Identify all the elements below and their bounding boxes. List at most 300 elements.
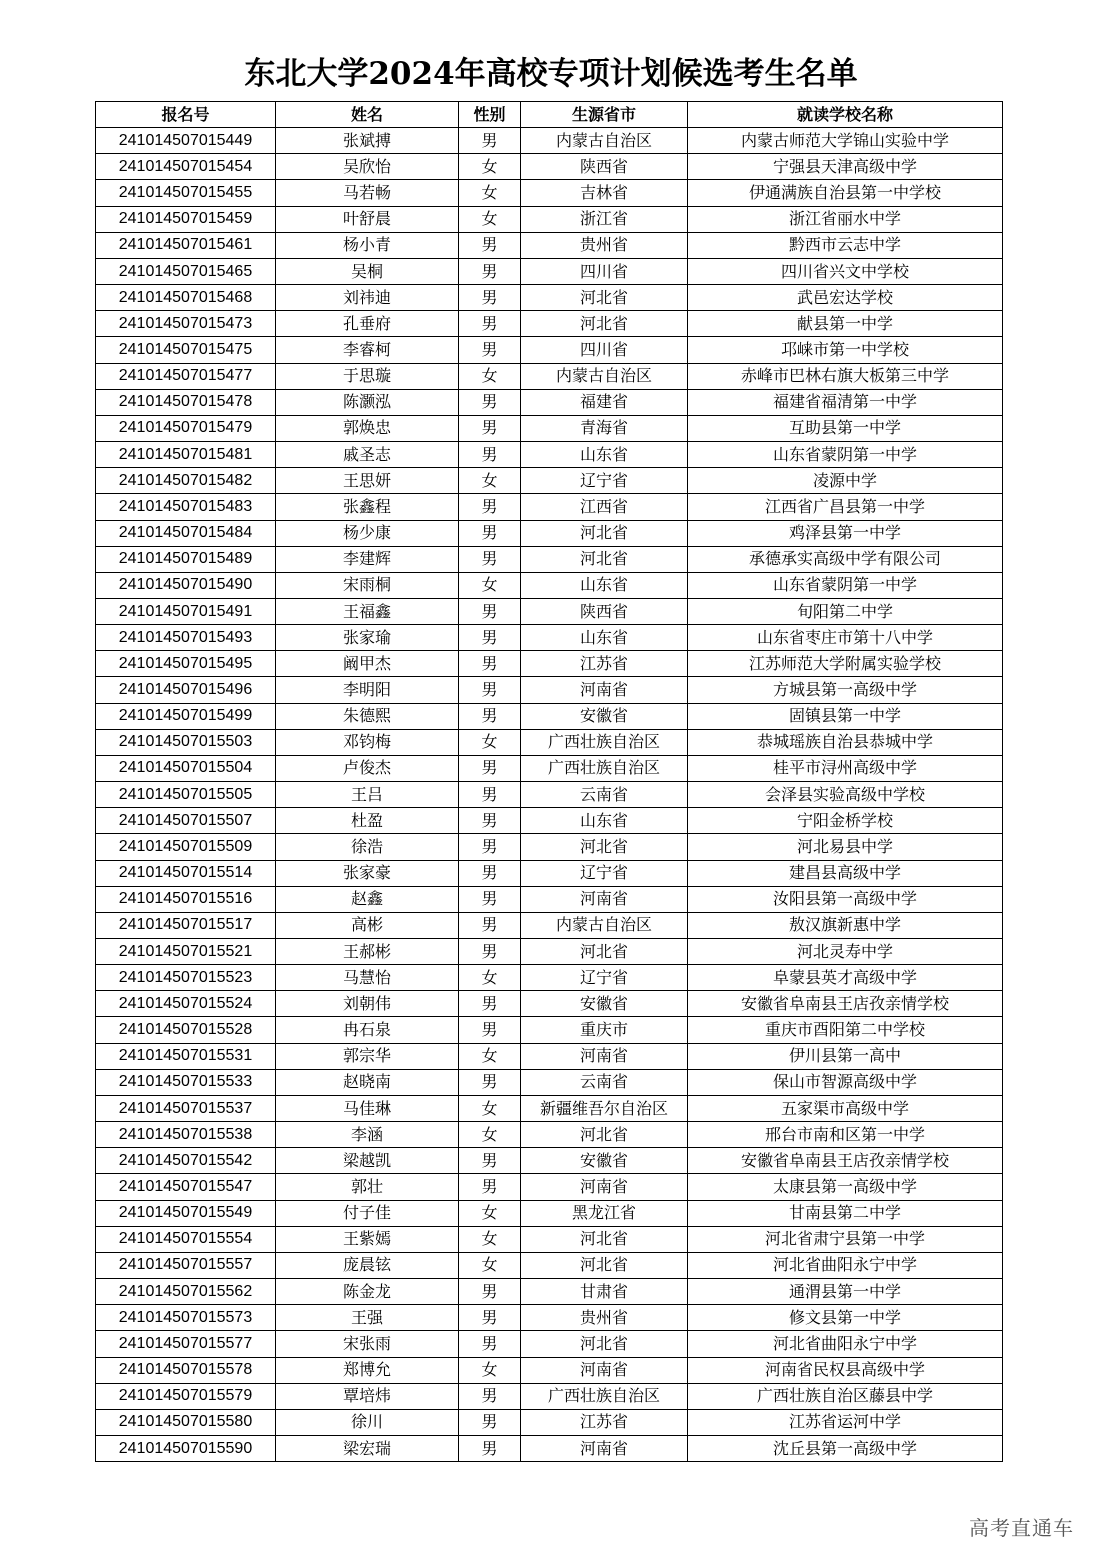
cell-province: 内蒙古自治区: [521, 912, 688, 938]
cell-province: 福建省: [521, 389, 688, 415]
cell-gender: 男: [459, 546, 521, 572]
cell-province: 河南省: [521, 886, 688, 912]
cell-gender: 女: [459, 206, 521, 232]
cell-gender: 男: [459, 598, 521, 624]
table-row: [96, 389, 1003, 415]
cell-school: 河北易县中学: [688, 834, 1003, 860]
table-row: [96, 311, 1003, 337]
cell-name: 高彬: [276, 912, 459, 938]
table-row: [96, 651, 1003, 677]
cell-school: 福建省福清第一中学: [688, 389, 1003, 415]
cell-school: 河南省民权县高级中学: [688, 1357, 1003, 1383]
cell-province: 安徽省: [521, 703, 688, 729]
table-row: [96, 546, 1003, 572]
table-row: [96, 1383, 1003, 1409]
cell-id: 241014507015482: [96, 468, 276, 494]
cell-province: 甘肃省: [521, 1279, 688, 1305]
cell-id: 241014507015517: [96, 912, 276, 938]
cell-province: 河北省: [521, 546, 688, 572]
cell-id: 241014507015531: [96, 1043, 276, 1069]
cell-province: 山东省: [521, 442, 688, 468]
cell-id: 241014507015484: [96, 520, 276, 546]
cell-id: 241014507015478: [96, 389, 276, 415]
cell-province: 河北省: [521, 1252, 688, 1278]
page-title: 东北大学2024年高校专项计划候选考生名单: [244, 56, 858, 92]
cell-province: 广西壮族自治区: [521, 1383, 688, 1409]
cell-province: 内蒙古自治区: [521, 363, 688, 389]
cell-province: 河南省: [521, 1435, 688, 1461]
cell-id: 241014507015516: [96, 886, 276, 912]
cell-id: 241014507015483: [96, 494, 276, 520]
cell-gender: 女: [459, 1043, 521, 1069]
cell-school: 恭城瑶族自治县恭城中学: [688, 729, 1003, 755]
cell-name: 戚圣志: [276, 442, 459, 468]
cell-school: 伊川县第一高中: [688, 1043, 1003, 1069]
cell-gender: 女: [459, 1226, 521, 1252]
cell-name: 王郝彬: [276, 939, 459, 965]
table-row: [96, 677, 1003, 703]
cell-gender: 女: [459, 154, 521, 180]
cell-gender: 男: [459, 1017, 521, 1043]
cell-gender: 男: [459, 755, 521, 781]
cell-gender: 男: [459, 232, 521, 258]
cell-school: 武邑宏达学校: [688, 285, 1003, 311]
cell-name: 朱德熙: [276, 703, 459, 729]
cell-school: 山东省蒙阴第一中学: [688, 442, 1003, 468]
cell-gender: 男: [459, 886, 521, 912]
cell-name: 赵鑫: [276, 886, 459, 912]
cell-school: 河北省曲阳永宁中学: [688, 1252, 1003, 1278]
cell-province: 内蒙古自治区: [521, 128, 688, 154]
cell-name: 孔垂府: [276, 311, 459, 337]
cell-gender: 男: [459, 1174, 521, 1200]
cell-gender: 女: [459, 468, 521, 494]
cell-name: 王强: [276, 1305, 459, 1331]
cell-school: 山东省蒙阴第一中学: [688, 572, 1003, 598]
cell-school: 河北省肃宁县第一中学: [688, 1226, 1003, 1252]
table-row: [96, 206, 1003, 232]
cell-school: 内蒙古师范大学锦山实验中学: [688, 128, 1003, 154]
cell-gender: 女: [459, 180, 521, 206]
table-row: [96, 337, 1003, 363]
cell-province: 山东省: [521, 572, 688, 598]
cell-province: 安徽省: [521, 1148, 688, 1174]
cell-name: 王福鑫: [276, 598, 459, 624]
cell-province: 江苏省: [521, 1409, 688, 1435]
cell-gender: 男: [459, 389, 521, 415]
cell-school: 固镇县第一中学: [688, 703, 1003, 729]
cell-name: 邓钧梅: [276, 729, 459, 755]
cell-gender: 女: [459, 729, 521, 755]
cell-school: 宁强县天津高级中学: [688, 154, 1003, 180]
cell-name: 李涵: [276, 1122, 459, 1148]
table-row: [96, 1252, 1003, 1278]
cell-id: 241014507015475: [96, 337, 276, 363]
table-row: [96, 442, 1003, 468]
table-row: [96, 1095, 1003, 1121]
cell-gender: 男: [459, 258, 521, 284]
cell-school: 赤峰市巴林右旗大板第三中学: [688, 363, 1003, 389]
table-row: [96, 1279, 1003, 1305]
cell-school: 四川省兴文中学校: [688, 258, 1003, 284]
cell-province: 江西省: [521, 494, 688, 520]
table-row: [96, 1148, 1003, 1174]
cell-gender: 男: [459, 415, 521, 441]
cell-school: 重庆市酉阳第二中学校: [688, 1017, 1003, 1043]
table-row: [96, 1435, 1003, 1461]
cell-province: 辽宁省: [521, 965, 688, 991]
cell-id: 241014507015524: [96, 991, 276, 1017]
cell-id: 241014507015509: [96, 834, 276, 860]
cell-id: 241014507015538: [96, 1122, 276, 1148]
cell-gender: 女: [459, 1095, 521, 1121]
cell-id: 241014507015590: [96, 1435, 276, 1461]
cell-school: 安徽省阜南县王店孜亲情学校: [688, 991, 1003, 1017]
table-row: [96, 912, 1003, 938]
cell-gender: 男: [459, 834, 521, 860]
cell-school: 承德承实高级中学有限公司: [688, 546, 1003, 572]
cell-id: 241014507015495: [96, 651, 276, 677]
cell-id: 241014507015577: [96, 1331, 276, 1357]
table-row: [96, 232, 1003, 258]
cell-school: 伊通满族自治县第一中学校: [688, 180, 1003, 206]
table-row: [96, 468, 1003, 494]
cell-province: 黑龙江省: [521, 1200, 688, 1226]
cell-gender: 男: [459, 1069, 521, 1095]
cell-school: 旬阳第二中学: [688, 598, 1003, 624]
cell-school: 五家渠市高级中学: [688, 1095, 1003, 1121]
cell-province: 河北省: [521, 1226, 688, 1252]
cell-province: 河南省: [521, 1357, 688, 1383]
cell-province: 山东省: [521, 808, 688, 834]
table-row: [96, 625, 1003, 651]
table-row: [96, 285, 1003, 311]
table-row: [96, 703, 1003, 729]
cell-school: 广西壮族自治区藤县中学: [688, 1383, 1003, 1409]
cell-id: 241014507015504: [96, 755, 276, 781]
cell-gender: 女: [459, 572, 521, 598]
cell-province: 吉林省: [521, 180, 688, 206]
table-row: [96, 965, 1003, 991]
cell-id: 241014507015523: [96, 965, 276, 991]
table-row: [96, 1226, 1003, 1252]
header-school: 就读学校名称: [688, 102, 1003, 128]
cell-school: 汝阳县第一高级中学: [688, 886, 1003, 912]
cell-gender: 男: [459, 1305, 521, 1331]
cell-id: 241014507015493: [96, 625, 276, 651]
cell-gender: 男: [459, 677, 521, 703]
table-header: [96, 102, 1003, 128]
cell-id: 241014507015562: [96, 1279, 276, 1305]
cell-province: 河北省: [521, 1331, 688, 1357]
cell-province: 河南省: [521, 1174, 688, 1200]
cell-gender: 男: [459, 285, 521, 311]
cell-name: 宋雨桐: [276, 572, 459, 598]
cell-name: 马佳琳: [276, 1095, 459, 1121]
cell-school: 江苏师范大学附属实验学校: [688, 651, 1003, 677]
cell-gender: 男: [459, 1383, 521, 1409]
cell-id: 241014507015528: [96, 1017, 276, 1043]
cell-school: 河北省曲阳永宁中学: [688, 1331, 1003, 1357]
cell-id: 241014507015496: [96, 677, 276, 703]
table-row: [96, 180, 1003, 206]
cell-name: 杨小青: [276, 232, 459, 258]
cell-id: 241014507015578: [96, 1357, 276, 1383]
cell-name: 郑博允: [276, 1357, 459, 1383]
cell-province: 重庆市: [521, 1017, 688, 1043]
cell-name: 王吕: [276, 782, 459, 808]
cell-school: 甘南县第二中学: [688, 1200, 1003, 1226]
cell-name: 赵晓南: [276, 1069, 459, 1095]
cell-id: 241014507015537: [96, 1095, 276, 1121]
cell-id: 241014507015579: [96, 1383, 276, 1409]
cell-id: 241014507015533: [96, 1069, 276, 1095]
cell-name: 刘朝伟: [276, 991, 459, 1017]
cell-school: 献县第一中学: [688, 311, 1003, 337]
cell-province: 江苏省: [521, 651, 688, 677]
cell-gender: 男: [459, 442, 521, 468]
table-row: [96, 991, 1003, 1017]
cell-name: 李建辉: [276, 546, 459, 572]
cell-gender: 男: [459, 808, 521, 834]
cell-gender: 女: [459, 363, 521, 389]
cell-name: 张鑫程: [276, 494, 459, 520]
table-row: [96, 939, 1003, 965]
cell-id: 241014507015459: [96, 206, 276, 232]
cell-name: 卢俊杰: [276, 755, 459, 781]
cell-id: 241014507015507: [96, 808, 276, 834]
cell-province: 河北省: [521, 311, 688, 337]
header-province: 生源省市: [521, 102, 688, 128]
cell-name: 陈灏泓: [276, 389, 459, 415]
table-row: [96, 598, 1003, 624]
cell-province: 青海省: [521, 415, 688, 441]
cell-province: 新疆维吾尔自治区: [521, 1095, 688, 1121]
cell-school: 阜蒙县英才高级中学: [688, 965, 1003, 991]
cell-id: 241014507015542: [96, 1148, 276, 1174]
cell-name: 杜盈: [276, 808, 459, 834]
candidate-table: [95, 101, 1003, 1462]
cell-name: 李明阳: [276, 677, 459, 703]
cell-id: 241014507015477: [96, 363, 276, 389]
cell-province: 云南省: [521, 782, 688, 808]
cell-gender: 男: [459, 625, 521, 651]
cell-name: 马若畅: [276, 180, 459, 206]
cell-name: 阚甲杰: [276, 651, 459, 677]
cell-id: 241014507015514: [96, 860, 276, 886]
cell-id: 241014507015573: [96, 1305, 276, 1331]
cell-gender: 男: [459, 703, 521, 729]
cell-id: 241014507015547: [96, 1174, 276, 1200]
header-id: 报名号: [96, 102, 276, 128]
cell-name: 庞晨铉: [276, 1252, 459, 1278]
table-row: [96, 1174, 1003, 1200]
cell-school: 浙江省丽水中学: [688, 206, 1003, 232]
table-row: [96, 494, 1003, 520]
table-row: [96, 808, 1003, 834]
cell-school: 沈丘县第一高级中学: [688, 1435, 1003, 1461]
cell-province: 河北省: [521, 939, 688, 965]
cell-id: 241014507015449: [96, 128, 276, 154]
cell-name: 王紫嫣: [276, 1226, 459, 1252]
cell-school: 宁阳金桥学校: [688, 808, 1003, 834]
cell-id: 241014507015479: [96, 415, 276, 441]
table-row: [96, 572, 1003, 598]
watermark: 高考直通车: [969, 1516, 1074, 1540]
cell-gender: 男: [459, 782, 521, 808]
cell-name: 梁越凯: [276, 1148, 459, 1174]
cell-name: 徐川: [276, 1409, 459, 1435]
cell-province: 云南省: [521, 1069, 688, 1095]
cell-name: 徐浩: [276, 834, 459, 860]
cell-province: 贵州省: [521, 232, 688, 258]
table-row: [96, 258, 1003, 284]
cell-name: 陈金龙: [276, 1279, 459, 1305]
cell-province: 陕西省: [521, 598, 688, 624]
cell-province: 河北省: [521, 834, 688, 860]
table-row: [96, 729, 1003, 755]
cell-school: 修文县第一中学: [688, 1305, 1003, 1331]
cell-id: 241014507015549: [96, 1200, 276, 1226]
cell-name: 杨少康: [276, 520, 459, 546]
cell-id: 241014507015489: [96, 546, 276, 572]
cell-gender: 男: [459, 1148, 521, 1174]
cell-gender: 男: [459, 520, 521, 546]
table-row: [96, 1122, 1003, 1148]
cell-school: 通渭县第一中学: [688, 1279, 1003, 1305]
cell-gender: 男: [459, 651, 521, 677]
cell-name: 冉石泉: [276, 1017, 459, 1043]
cell-school: 互助县第一中学: [688, 415, 1003, 441]
cell-province: 四川省: [521, 258, 688, 284]
cell-province: 河南省: [521, 677, 688, 703]
cell-name: 吴欣怡: [276, 154, 459, 180]
table-row: [96, 1200, 1003, 1226]
header-gender: 性别: [459, 102, 521, 128]
table-row: [96, 1409, 1003, 1435]
cell-name: 付子佳: [276, 1200, 459, 1226]
cell-gender: 男: [459, 1409, 521, 1435]
cell-province: 浙江省: [521, 206, 688, 232]
table-row: [96, 1357, 1003, 1383]
cell-id: 241014507015491: [96, 598, 276, 624]
cell-id: 241014507015554: [96, 1226, 276, 1252]
cell-name: 吴桐: [276, 258, 459, 284]
cell-id: 241014507015473: [96, 311, 276, 337]
table-row: [96, 755, 1003, 781]
cell-school: 建昌县高级中学: [688, 860, 1003, 886]
cell-gender: 男: [459, 1331, 521, 1357]
cell-school: 江苏省运河中学: [688, 1409, 1003, 1435]
cell-gender: 女: [459, 1200, 521, 1226]
cell-gender: 男: [459, 494, 521, 520]
cell-province: 辽宁省: [521, 468, 688, 494]
table-row: [96, 886, 1003, 912]
table-row: [96, 520, 1003, 546]
cell-province: 广西壮族自治区: [521, 755, 688, 781]
table-row: [96, 1305, 1003, 1331]
cell-gender: 男: [459, 939, 521, 965]
cell-province: 辽宁省: [521, 860, 688, 886]
cell-school: 会泽县实验高级中学校: [688, 782, 1003, 808]
cell-name: 郭焕忠: [276, 415, 459, 441]
table-row: [96, 1017, 1003, 1043]
cell-gender: 女: [459, 1122, 521, 1148]
cell-school: 邛崃市第一中学校: [688, 337, 1003, 363]
cell-gender: 男: [459, 128, 521, 154]
cell-name: 刘祎迪: [276, 285, 459, 311]
cell-id: 241014507015503: [96, 729, 276, 755]
cell-school: 安徽省阜南县王店孜亲情学校: [688, 1148, 1003, 1174]
cell-name: 覃培炜: [276, 1383, 459, 1409]
cell-gender: 女: [459, 965, 521, 991]
table-row: [96, 782, 1003, 808]
cell-name: 叶舒晨: [276, 206, 459, 232]
cell-school: 邢台市南和区第一中学: [688, 1122, 1003, 1148]
cell-gender: 男: [459, 991, 521, 1017]
cell-name: 王思妍: [276, 468, 459, 494]
table-body: [96, 128, 1003, 1462]
cell-id: 241014507015454: [96, 154, 276, 180]
table-row: [96, 363, 1003, 389]
cell-id: 241014507015580: [96, 1409, 276, 1435]
cell-province: 安徽省: [521, 991, 688, 1017]
cell-school: 桂平市浔州高级中学: [688, 755, 1003, 781]
cell-school: 保山市智源高级中学: [688, 1069, 1003, 1095]
cell-gender: 男: [459, 1435, 521, 1461]
cell-name: 郭壮: [276, 1174, 459, 1200]
table-row: [96, 834, 1003, 860]
cell-id: 241014507015557: [96, 1252, 276, 1278]
cell-id: 241014507015455: [96, 180, 276, 206]
cell-school: 方城县第一高级中学: [688, 677, 1003, 703]
cell-province: 河南省: [521, 1043, 688, 1069]
cell-gender: 男: [459, 912, 521, 938]
table-row: [96, 1331, 1003, 1357]
cell-name: 于思璇: [276, 363, 459, 389]
cell-id: 241014507015505: [96, 782, 276, 808]
cell-name: 李睿柯: [276, 337, 459, 363]
cell-school: 河北灵寿中学: [688, 939, 1003, 965]
cell-name: 郭宗华: [276, 1043, 459, 1069]
cell-name: 宋张雨: [276, 1331, 459, 1357]
cell-id: 241014507015521: [96, 939, 276, 965]
cell-province: 河北省: [521, 285, 688, 311]
cell-school: 凌源中学: [688, 468, 1003, 494]
cell-gender: 男: [459, 1279, 521, 1305]
cell-province: 山东省: [521, 625, 688, 651]
cell-school: 山东省枣庄市第十八中学: [688, 625, 1003, 651]
table-row: [96, 415, 1003, 441]
cell-gender: 女: [459, 1357, 521, 1383]
cell-name: 梁宏瑞: [276, 1435, 459, 1461]
cell-province: 贵州省: [521, 1305, 688, 1331]
cell-name: 张斌搏: [276, 128, 459, 154]
cell-id: 241014507015468: [96, 285, 276, 311]
cell-name: 马慧怡: [276, 965, 459, 991]
cell-name: 张家豪: [276, 860, 459, 886]
cell-gender: 男: [459, 860, 521, 886]
table-row: [96, 1043, 1003, 1069]
cell-id: 241014507015481: [96, 442, 276, 468]
cell-gender: 男: [459, 311, 521, 337]
table-row: [96, 154, 1003, 180]
cell-province: 河北省: [521, 1122, 688, 1148]
cell-id: 241014507015490: [96, 572, 276, 598]
cell-gender: 女: [459, 1252, 521, 1278]
cell-id: 241014507015465: [96, 258, 276, 284]
cell-id: 241014507015461: [96, 232, 276, 258]
